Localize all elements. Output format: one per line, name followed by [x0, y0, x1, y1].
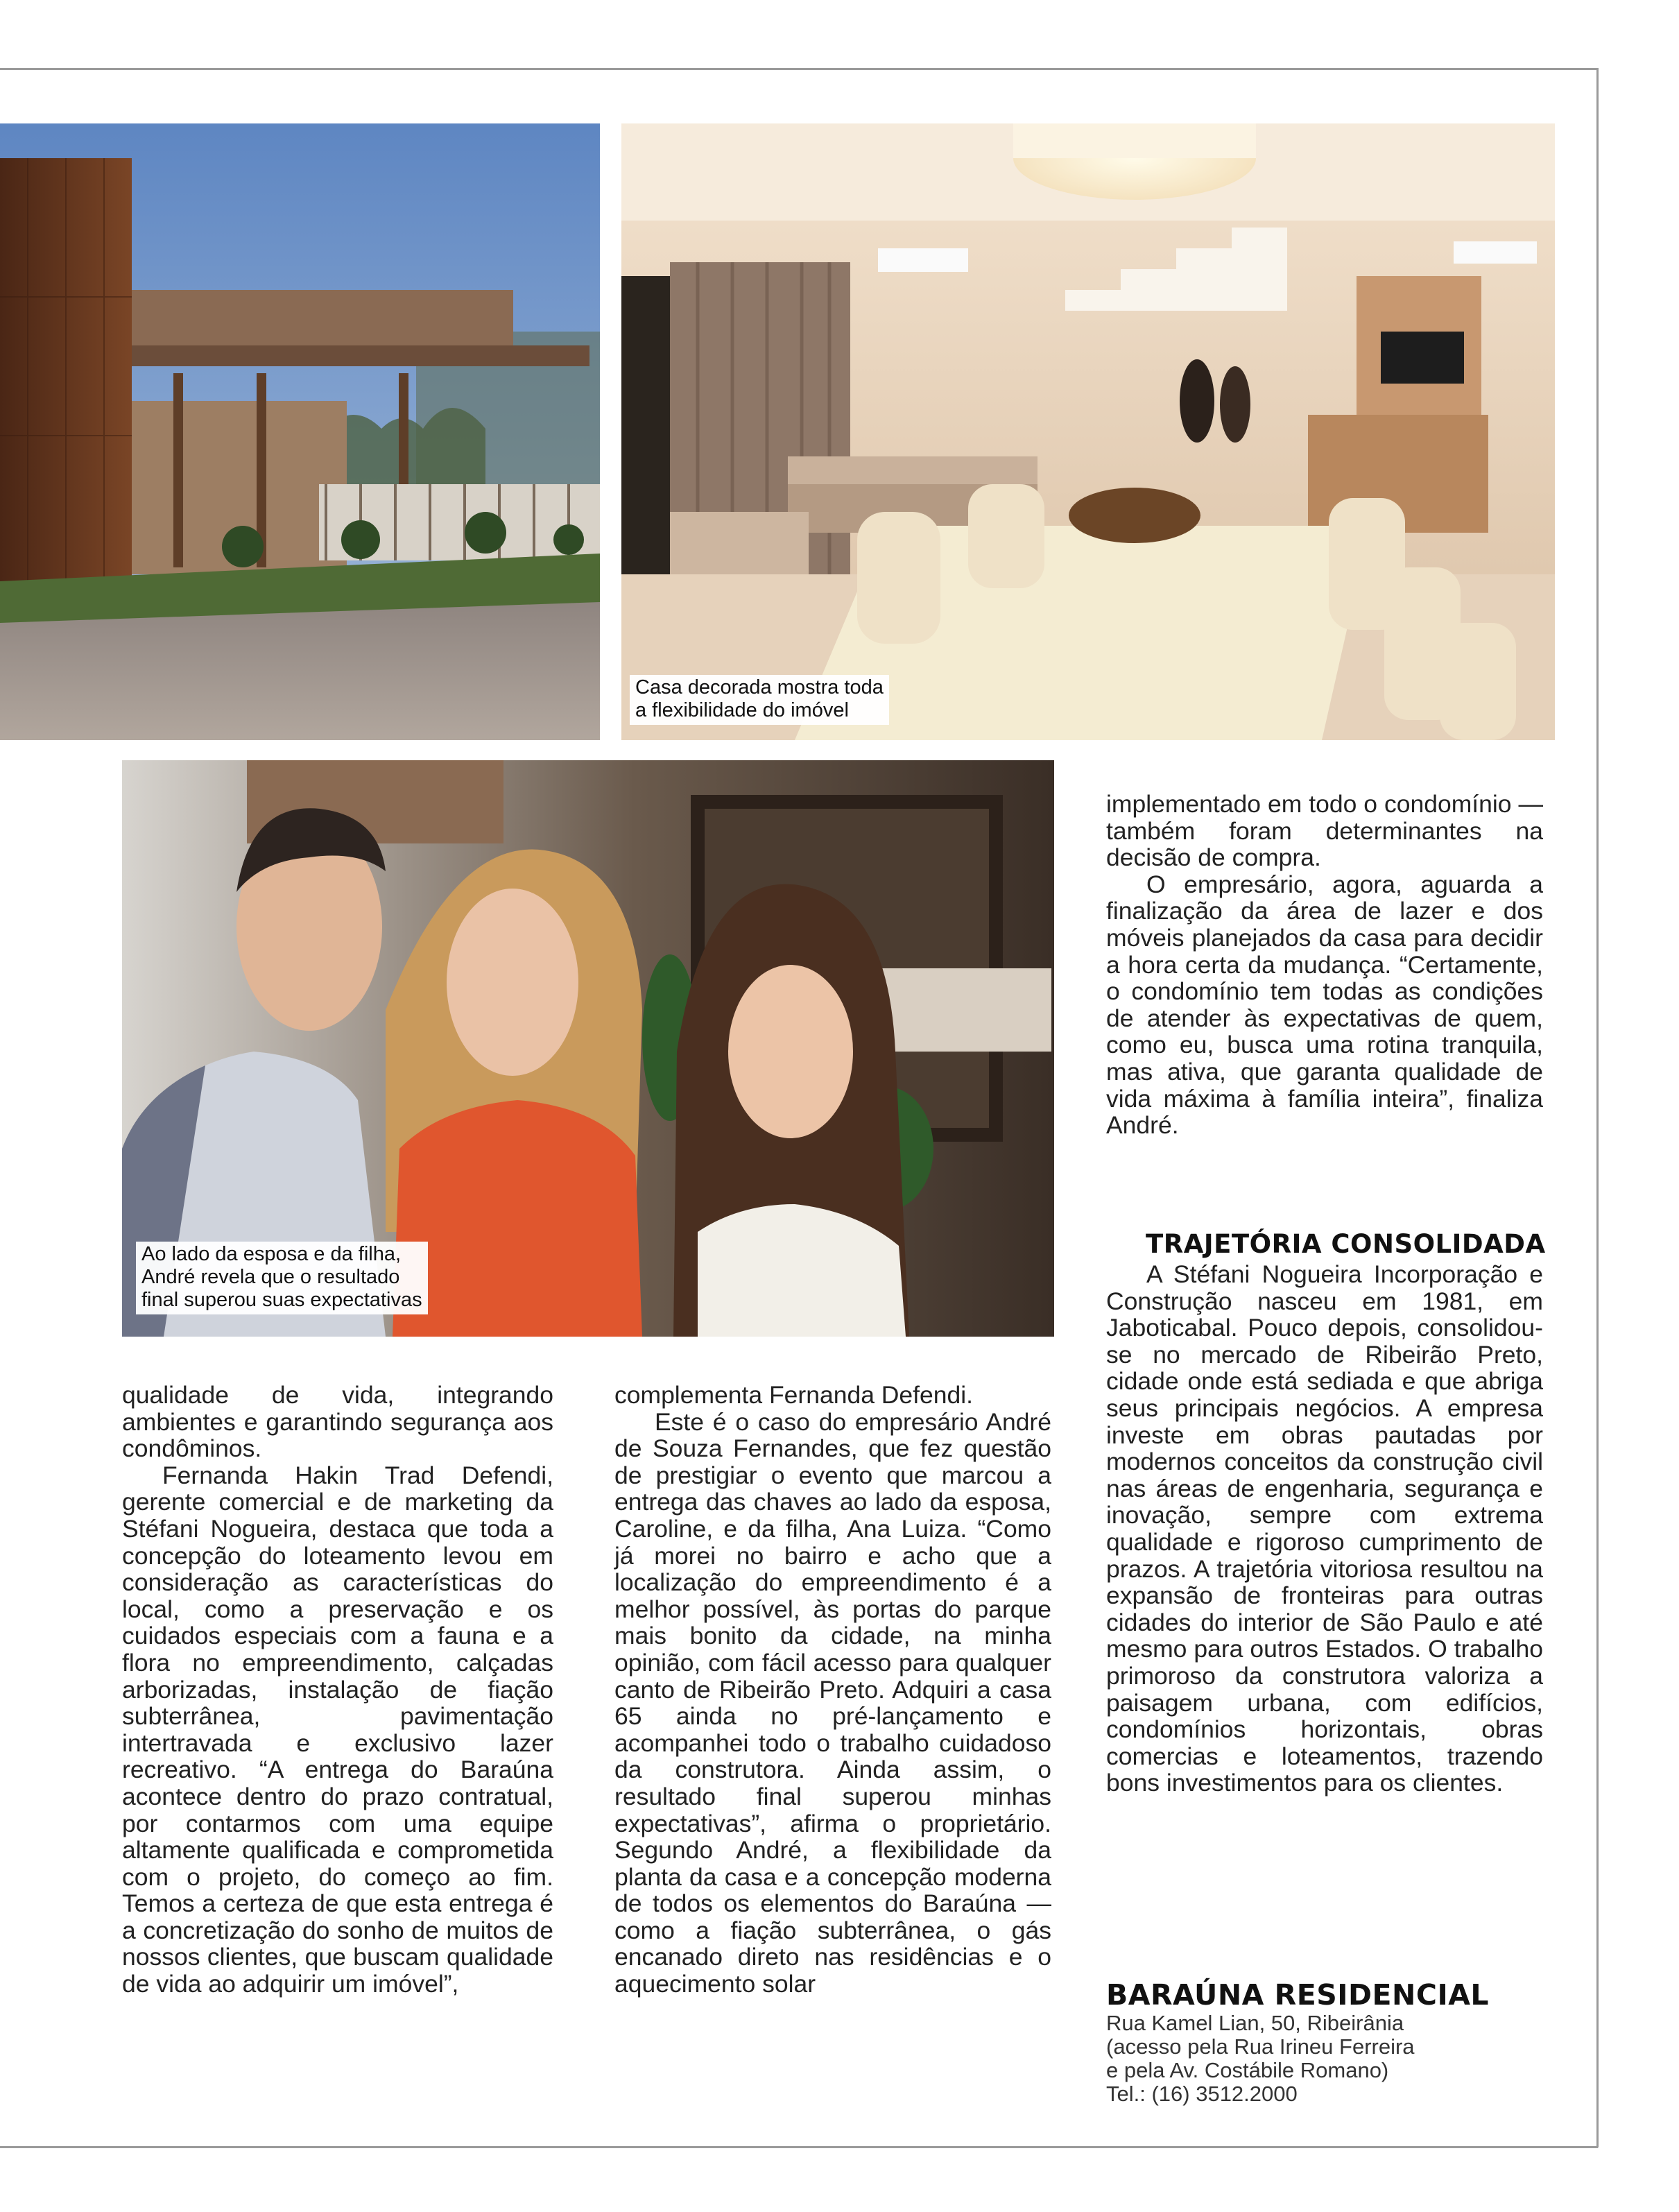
- contact-heading: BARAÚNA RESIDENCIAL: [1106, 1978, 1490, 2012]
- phone-line: Tel.: (16) 3512.2000: [1106, 2082, 1298, 2106]
- page-border-top: [0, 68, 1598, 70]
- paragraph: implementado em todo o condomínio — também foram determinantes na decisão de compra.: [1106, 790, 1543, 872]
- paragraph: qualidade de vida, integrando ambientes e garantindo segurança aos condôminos.: [122, 1381, 553, 1463]
- caption-line: Casa decorada mostra toda: [635, 676, 884, 698]
- interior-photo: [621, 123, 1555, 740]
- paragraph: Fernanda Hakin Trad Defendi, gerente comercial e de marketing da Stéfani Nogueira, destaca que toda a concepção do loteamento levou em consideração as características do local, como a preservação e os cuidados especiais com a fauna e a flora no empreendimento, calçadas arborizadas, instalação de fiação subterrânea, pavimentação intertravada e exclusivo lazer recreativo. “A entrega do Baraúna acontece dentro do prazo contratual, por contarmos com uma equipe altamente qualificada e comprometida com o projeto, do começo ao fim. Temos a certeza de que esta entrega é a concretização do sonho de muitos de nossos clientes, que buscam qualidade de vida ao adquirir um imóvel”,: [122, 1461, 553, 1998]
- caption-line: final superou suas expectativas: [141, 1289, 422, 1311]
- paragraph: Este é o caso do empresário André de Souza Fernandes, que fez questão de prestigiar o evento que marcou a entrega das chaves ao lado da esposa, Caroline, e da filha, Ana Luiza. “Como já morei no bairro e acho que a localização do empreendimento é a melhor possível, às portas do parque mais bonito da cidade, na minha opinião, com fácil acesso para qualquer canto de Ribeirão Preto. Adquiri a casa 65 ainda no pré-lançamento e acompanhei todo o trabalho cuidadoso da construtora. Ainda assim, o resultado final superou minhas expectativas”, afirma o proprietário. Segundo André, a flexibilidade da planta da casa e a concepção moderna de todos os elementos do Baraúna — como a fiação subterrânea, o gás encanado direto nas residências e o aquecimento solar: [614, 1407, 1051, 1998]
- address-line: e pela Av. Costábile Romano): [1106, 2058, 1389, 2082]
- address-line: Rua Kamel Lian, 50, Ribeirânia: [1106, 2011, 1404, 2035]
- caption-line: André revela que o resultado: [141, 1266, 400, 1288]
- page-border-bottom: [0, 2146, 1598, 2148]
- article-column-middle: [614, 1382, 1051, 1998]
- contact-address: [1106, 2012, 1415, 2106]
- paragraph: O empresário, agora, aguarda a finalização da área de lazer e dos móveis planejados da casa para decidir a hora certa da mudança. “Certamente, o condomínio tem todas as condições de atender às expectativas de quem, como eu, busca uma rotina tranquila, mas ativa, que garanta qualidade de vida máxima à família inteira”, finaliza André.: [1106, 870, 1543, 1140]
- caption-line: a flexibilidade do imóvel: [635, 699, 849, 721]
- page-border-right: [1596, 68, 1599, 2147]
- interior-photo-caption: [630, 675, 889, 725]
- paragraph: complementa Fernanda Defendi.: [614, 1381, 974, 1409]
- paragraph: A Stéfani Nogueira Incorporação e Construção nasceu em 1981, em Jaboticabal. Pouco depois, consolidou-se no mercado de Ribeirão Preto, cidade onde está sediada e que abriga seus principais negócios. A empresa investe em obras pautadas por modernos conceitos da construção civil nas áreas de engenharia, segurança e inovação, sempre com extrema qualidade e rigoroso cumprimento de prazos. A trajetória vitoriosa resultou na expansão de fronteiras para outras cidades do interior de São Paulo e até mesmo para outros Estados. O trabalho primoroso da construtora valoriza a paisagem urbana, com edifícios, condomínios horizontais, obras comercias e loteamentos, trazendo bons investimentos para os clientes.: [1106, 1260, 1543, 1797]
- family-photo-caption: [136, 1242, 428, 1314]
- house-exterior-photo: [0, 123, 600, 740]
- article-column-left: [122, 1382, 553, 1998]
- address-line: (acesso pela Rua Irineu Ferreira: [1106, 2034, 1415, 2059]
- caption-line: Ao lado da esposa e da filha,: [141, 1243, 402, 1265]
- article-column-right: [1106, 791, 1543, 1139]
- section-body: [1106, 1261, 1543, 1797]
- section-heading: TRAJETÓRIA CONSOLIDADA: [1146, 1229, 1546, 1259]
